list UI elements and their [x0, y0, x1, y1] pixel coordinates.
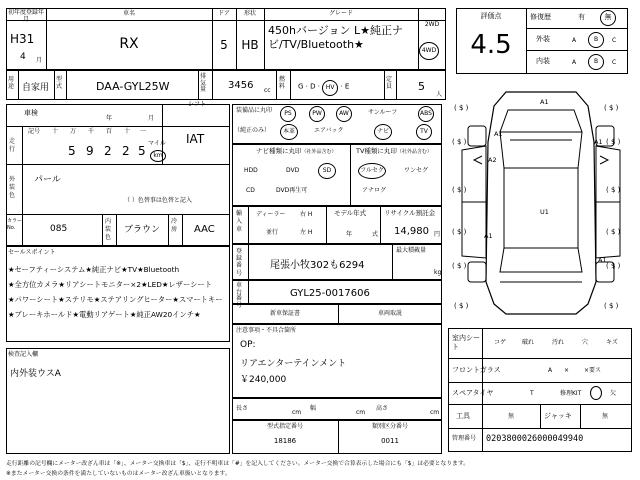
seat-item: 破れ	[522, 339, 535, 346]
ext-c: C	[612, 37, 617, 44]
dims-row	[232, 398, 442, 420]
width-label: 幅	[310, 405, 317, 412]
tools-label: 工具	[456, 412, 470, 420]
int-c: C	[612, 59, 617, 66]
recycle-value: 14,980	[394, 226, 429, 237]
inspection-month-unit: 月	[148, 115, 155, 122]
digit-label-5: 十	[124, 128, 131, 135]
car-name-label: 車名	[122, 10, 135, 17]
mile-label: マイル	[148, 140, 166, 147]
car-damage-diagram	[448, 82, 634, 322]
score-value: 4.5	[470, 30, 512, 60]
color-label: 外装色	[9, 176, 16, 199]
recycle-unit: 円	[434, 231, 441, 238]
score-label: 評価点	[480, 12, 502, 20]
repair-label: 修復歴	[530, 13, 551, 21]
digit-label-6: 一	[140, 128, 147, 135]
reg-label: 初年度登録年月	[7, 9, 44, 23]
reg-month-unit: 月	[36, 57, 43, 64]
model-year-year: 年	[346, 231, 353, 238]
navi-sd: SD	[318, 163, 336, 179]
spare-item-missing: 欠	[610, 390, 617, 397]
notes-line: OP:	[240, 340, 256, 350]
mgmt-label: 管理番号	[452, 435, 477, 442]
drive-4wd: 4WD	[419, 42, 439, 60]
class-no-value: 0011	[381, 437, 399, 445]
equip-tv: TV	[416, 124, 432, 140]
svg-text:( $ ): ( $ )	[452, 228, 467, 236]
equip-abs: ABS	[418, 106, 434, 122]
fuel-g: G	[298, 82, 304, 91]
tv-fullseg: フルセグ	[358, 163, 386, 179]
chassis-label: 車台番号	[236, 282, 243, 309]
jack-label: ジャッキ	[544, 412, 572, 420]
equipment-sublabel: （純正のみ）	[234, 127, 271, 134]
interior-label: 内装	[536, 57, 550, 65]
sales-point-lines	[8, 262, 230, 322]
digit-3: 9	[86, 144, 94, 158]
load-unit: kg	[434, 269, 442, 276]
fuel-options: G · D · HV · E	[298, 80, 382, 96]
int-b: B	[588, 54, 604, 70]
color-value: パール	[34, 175, 61, 185]
seat-label: 室内シート	[452, 334, 480, 352]
damage-marker: A1	[484, 232, 493, 240]
navi-label: ナビ種類に丸印（社外品含む）	[256, 147, 337, 155]
capacity-unit: 人	[436, 91, 443, 98]
length-unit: cm	[292, 409, 302, 416]
chassis-value: GYL25-0017606	[290, 288, 370, 299]
spare-circle-mark	[590, 386, 602, 400]
footer-note-2: ※またメーター交換の条件を満たしていないものはメーター改ざん車扱いとなります。	[6, 471, 231, 477]
displacement-label: 排気量	[200, 73, 207, 94]
int-a: A	[572, 59, 577, 66]
use-label: 用途	[8, 76, 15, 91]
shift-label: シフト	[188, 101, 207, 108]
digit-2: 5	[68, 144, 76, 158]
navi-dvd: DVD	[286, 167, 300, 174]
fuel-d: D	[310, 82, 316, 91]
damage-marker: U1	[540, 208, 549, 216]
warranty-label: 新車保証書	[269, 310, 300, 317]
class-no-label: 類別区分番号	[371, 423, 408, 430]
door-count: 5	[220, 38, 228, 52]
inspector-label: 検査記入欄	[8, 351, 39, 358]
digit-5: 2	[122, 144, 130, 158]
recycle-label: リサイクル預託金	[384, 209, 436, 217]
spare-item-kit: 修理KIT	[560, 390, 582, 397]
exterior-label: 外装	[536, 35, 550, 43]
digit-4: 2	[104, 144, 112, 158]
svg-text:( $ ): ( $ )	[604, 302, 619, 310]
damage-marker: A2	[488, 156, 497, 164]
glass-item: A	[548, 367, 553, 374]
svg-text:( $ ): ( $ )	[452, 262, 467, 270]
seat-item: コゲ	[494, 339, 507, 346]
tools-value: 無	[508, 413, 515, 420]
svg-text:( $ ): ( $ )	[452, 138, 467, 146]
mileage-label: 走行	[9, 138, 16, 153]
seat-item: 汚れ	[552, 339, 565, 346]
glass-label: フロントガラス	[452, 366, 501, 374]
inspector-value: 内外装ウスA	[10, 369, 61, 379]
spare-item-t: T	[530, 390, 534, 397]
manual-label: 車両取説	[377, 310, 402, 317]
height-unit: cm	[430, 409, 440, 416]
model-label: 型式	[56, 76, 63, 91]
equip-sunroof: サンルーフ	[368, 109, 398, 116]
type-no-value: 18186	[273, 437, 297, 445]
shift-value: IAT	[186, 132, 205, 146]
equip-pw: PW	[309, 106, 325, 122]
glass-item: ×	[564, 367, 570, 374]
svg-text:( $ ): ( $ )	[454, 104, 469, 112]
record-label: 記号	[28, 128, 41, 135]
svg-text:( $ ): ( $ )	[454, 302, 469, 310]
fuel-e: E	[344, 82, 350, 91]
import-dealer: ディーラー	[256, 211, 286, 218]
km-unit: km	[150, 150, 166, 162]
sales-line: ★パワーシート★ステリモ★ステアリングヒーター★スマートキー	[8, 295, 223, 304]
sales-point-label: セールスポイント	[8, 249, 56, 256]
model-year-type: 式	[372, 231, 379, 238]
jack-value: 無	[602, 413, 609, 420]
ext-a: A	[572, 37, 577, 44]
import-right: 右 H	[300, 211, 313, 218]
equip-navi: ナビ	[374, 124, 392, 140]
damage-marker: A1	[540, 98, 549, 106]
svg-text:( $ ): ( $ )	[606, 228, 621, 236]
glass-item: ×要ス	[584, 367, 602, 374]
sales-line: ★セーフティーシステム★純正ナビ★TV★Bluetooth	[8, 265, 180, 274]
plate-value: 尾張小牧302も6294	[270, 260, 365, 271]
interior-color-label: 内装色	[105, 218, 112, 241]
shape-label: 形状	[243, 10, 256, 17]
interior-color-value: ブラウン	[124, 225, 161, 235]
equip-aw: AW	[336, 106, 352, 122]
repair-yes: 有	[578, 13, 585, 21]
digit-label-2: 万	[70, 128, 77, 135]
displacement-value: 3456	[228, 80, 254, 91]
ac-label: 冷房	[171, 218, 178, 233]
equip-ps: PS	[280, 106, 296, 122]
notes-label: 注意事項・不具合箇所	[236, 327, 297, 334]
digit-label-3: 千	[88, 128, 95, 135]
type-no-label: 型式指定番号	[266, 423, 303, 430]
digit-6: 5	[138, 144, 146, 158]
ac-value: AAC	[194, 224, 215, 235]
grade-label: グレード	[328, 10, 353, 17]
digit-label-1: 十	[52, 128, 59, 135]
length-label: 長さ	[236, 405, 249, 412]
tv-oneseg: ワンセグ	[404, 167, 429, 174]
digit-label-4: 百	[106, 128, 113, 135]
damage-marker: A1	[494, 130, 503, 138]
sales-line: ★ブレーキホールド★電動リアゲート★純正AW20インチ★	[8, 310, 201, 319]
displacement-unit: cc	[264, 87, 271, 94]
capacity-label: 定員	[386, 76, 393, 91]
height-label: 高さ	[376, 405, 389, 412]
fuel-label: 燃料	[279, 76, 286, 91]
equip-airbag: エアバック	[314, 127, 344, 134]
color-no-value: 085	[50, 224, 68, 234]
width-unit: cm	[356, 409, 366, 416]
notes-line: ￥240,000	[240, 375, 287, 385]
reg-month: 4	[20, 52, 26, 62]
tv-analog: アナログ	[362, 187, 387, 194]
color-note: （ ）色替事は色替と記入	[124, 197, 192, 204]
capacity-value: 5	[418, 80, 425, 93]
equipment-label: 装備品に丸印	[236, 107, 273, 114]
damage-marker: A1	[594, 138, 603, 146]
repair-no: 無	[600, 10, 616, 26]
inspector-box	[6, 348, 230, 454]
reg-year: H31	[10, 32, 35, 46]
load-label: 最大積載量	[396, 247, 427, 254]
sales-line: ★全方位カメラ★リアシートモニター×2★LED★レザーシート	[8, 280, 213, 289]
seat-item: 穴	[582, 339, 589, 346]
car-name: RX	[119, 36, 139, 52]
mgmt-value: 0203800026000049940	[486, 434, 584, 444]
drive-2wd: 2WD	[424, 21, 440, 28]
navi-cd: CD	[246, 187, 255, 194]
plate-label: 登録番号	[236, 248, 243, 277]
import-left: 左 H	[300, 229, 313, 236]
grade-value: 450hバージョン L★純正ナビ/TV/Bluetooth★	[268, 24, 404, 52]
body-shape: HB	[241, 38, 259, 52]
seat-item: キズ	[606, 339, 618, 346]
import-parallel: 並行	[266, 229, 279, 236]
inspection-year-unit: 年	[106, 115, 113, 122]
equip-leather: 本革	[280, 124, 298, 140]
notes-line: リアエンターテインメント	[240, 359, 347, 369]
svg-text:( $ ): ( $ )	[606, 138, 621, 146]
color-no-label: カラーNo.	[7, 218, 23, 231]
svg-text:( $ ): ( $ )	[606, 186, 621, 194]
model-year-label: モデル年式	[334, 209, 367, 217]
use-value: 自家用	[22, 83, 50, 93]
spare-label: スペアタイヤ	[452, 389, 494, 397]
model-value: DAA-GYL25W	[96, 80, 170, 93]
svg-text:( $ ): ( $ )	[452, 186, 467, 194]
ext-b: B	[588, 32, 604, 48]
damage-marker: A1	[598, 256, 607, 264]
inspection-label: 車検	[24, 109, 38, 117]
svg-text:( $ ): ( $ )	[604, 104, 619, 112]
import-label: 輸入車	[236, 210, 243, 233]
navi-hdd: HDD	[244, 167, 258, 174]
svg-text:( $ ): ( $ )	[606, 262, 621, 270]
footer-note-1: 走行距離の記号欄にメーター改ざん車は「※」、メーター交換車は「$」、走行不明車は「#」を記入してください。メーター交換で合算表示した場合にも「$」は必要となります。	[6, 461, 469, 467]
door-label: ドア	[218, 10, 230, 17]
fuel-hv: HV	[322, 80, 338, 96]
navi-dvd-play: DVD再生可	[276, 187, 308, 194]
tv-label: TV種類に丸印（社外品含む）	[356, 147, 432, 155]
